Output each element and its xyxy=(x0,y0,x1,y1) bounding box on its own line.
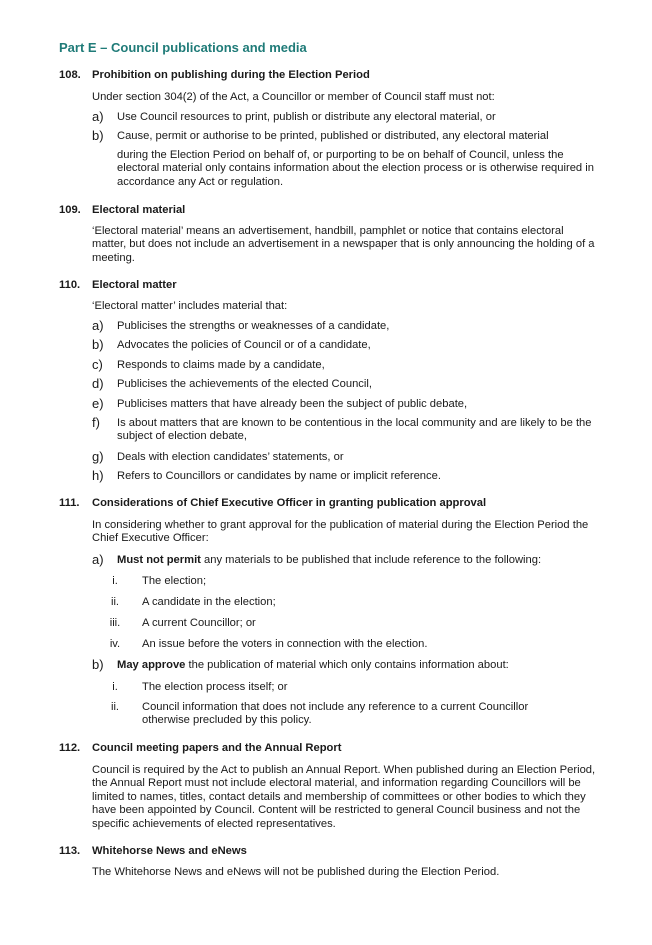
list-item xyxy=(92,451,597,464)
section-number: 110. xyxy=(59,279,81,291)
emphasis: Must not permit xyxy=(117,554,201,566)
section-title: Whitehorse News and eNews xyxy=(92,845,247,857)
part-title: Part E – Council publications and media xyxy=(59,40,307,55)
list-text-rest: any materials to be published that include reference to the following: xyxy=(200,554,542,566)
section-title: Prohibition on publishing during the Election Period xyxy=(92,69,370,81)
section-number: 112. xyxy=(59,742,81,754)
section-113-body: The Whitehorse News and eNews will not be published during the Election Period. xyxy=(92,866,500,878)
sublist-item xyxy=(92,575,597,588)
sublist-text: A candidate in the election; xyxy=(142,596,276,608)
section-title: Electoral matter xyxy=(92,279,177,291)
sublist-marker: iv. xyxy=(109,638,121,650)
list-item xyxy=(92,359,597,372)
list-marker: a) xyxy=(92,552,104,567)
list-text xyxy=(117,554,597,567)
sublist-marker: iii. xyxy=(109,617,121,629)
section-113-heading xyxy=(59,845,247,857)
list-text: Is about matters that are known to be contentious in the local community and are likely to be the subject of election debate, xyxy=(117,417,592,443)
list-item xyxy=(92,130,597,143)
sublist-text: A current Councillor; or xyxy=(142,617,256,629)
section-number: 108. xyxy=(59,69,81,81)
list-item xyxy=(92,339,597,352)
sublist-marker: i. xyxy=(112,681,118,693)
section-title: Electoral material xyxy=(92,204,186,216)
list-marker: c) xyxy=(92,357,103,372)
sublist-text: The election process itself; or xyxy=(142,681,288,693)
list-marker: a) xyxy=(92,318,104,333)
list-item xyxy=(92,554,597,567)
sublist-item xyxy=(92,617,597,630)
section-111-heading xyxy=(59,497,486,509)
list-text: Publicises the strengths or weaknesses of a candidate, xyxy=(117,320,390,332)
section-109-body: ‘Electoral material’ means an advertisement, handbill, pamphlet or notice that contains electoral matter, but does not include an advertisement in a newspaper that is only announcing the holding of a meeting. xyxy=(92,225,595,264)
list-item xyxy=(92,378,597,391)
section-111-intro: In considering whether to grant approval for the publication of material during the Election Period the Chief Executive Officer: xyxy=(92,519,589,545)
sublist-text: An issue before the voters in connection with the election. xyxy=(142,638,428,650)
list-marker: g) xyxy=(92,449,104,464)
list-item xyxy=(92,398,597,411)
list-marker: a) xyxy=(92,109,104,124)
list-item xyxy=(92,111,597,124)
sublist-text: The election; xyxy=(142,575,207,587)
sublist-marker: ii. xyxy=(110,701,120,713)
section-number: 111. xyxy=(59,497,80,509)
list-item xyxy=(92,417,597,444)
list-text: Advocates the policies of Council or of a candidate, xyxy=(117,339,371,351)
section-number: 113. xyxy=(59,845,81,857)
list-text: Responds to claims made by a candidate, xyxy=(117,359,325,371)
sublist-text: Council information that does not include any reference to a current Councillor otherwise precluded by this policy. xyxy=(142,701,529,727)
sublist-marker: ii. xyxy=(110,596,120,608)
section-112-body: Council is required by the Act to publish an Annual Report. When published during an Election Period, the Annual Report must not include electoral material, and information regarding Councillors will be limited to names, titles, contact details and membership of committees or other bodies to which they have been appointed by Council. Content will be restricted to general Council business and not the specific achievements of elected representatives. xyxy=(92,764,596,830)
sublist-item xyxy=(92,596,597,609)
section-title: Considerations of Chief Executive Officer in granting publication approval xyxy=(92,497,487,509)
list-marker: f) xyxy=(92,415,100,430)
section-number: 109. xyxy=(59,204,81,216)
sublist-item xyxy=(92,638,597,651)
list-item xyxy=(92,659,597,672)
sublist-marker: i. xyxy=(112,575,118,587)
list-text: Publicises the achievements of the elected Council, xyxy=(117,378,372,390)
list-marker: b) xyxy=(92,128,104,143)
list-item xyxy=(92,470,597,483)
section-108-continuation: during the Election Period on behalf of, or purporting to be on behalf of Council, unless the electoral material only contains information about the election process or is otherwise required in accordance any Act or regulation. xyxy=(117,149,594,188)
list-text: Refers to Councillors or candidates by name or implicit reference. xyxy=(117,470,441,482)
sublist-item xyxy=(92,681,597,694)
section-110-intro: ‘Electoral matter’ includes material that: xyxy=(92,300,288,312)
section-title: Council meeting papers and the Annual Report xyxy=(92,742,342,754)
list-text: Cause, permit or authorise to be printed, published or distributed, any electoral material xyxy=(117,130,549,142)
list-text: Deals with election candidates’ statements, or xyxy=(117,451,344,463)
list-item xyxy=(92,320,597,333)
section-108-intro: Under section 304(2) of the Act, a Councillor or member of Council staff must not: xyxy=(92,91,495,103)
emphasis: May approve xyxy=(117,659,186,671)
sublist-item xyxy=(92,701,597,728)
list-marker: b) xyxy=(92,337,104,352)
section-108-heading xyxy=(59,69,370,81)
list-text: Publicises matters that have already been the subject of public debate, xyxy=(117,398,468,410)
list-marker: b) xyxy=(92,657,104,672)
list-marker: h) xyxy=(92,468,104,483)
list-marker: e) xyxy=(92,396,104,411)
section-112-heading xyxy=(59,742,341,754)
list-text-rest: the publication of material which only contains information about: xyxy=(185,659,509,671)
section-109-heading xyxy=(59,204,185,216)
section-110-heading xyxy=(59,279,177,291)
list-text: Use Council resources to print, publish or distribute any electoral material, or xyxy=(117,111,496,123)
list-text xyxy=(117,659,597,672)
list-marker: d) xyxy=(92,376,104,391)
